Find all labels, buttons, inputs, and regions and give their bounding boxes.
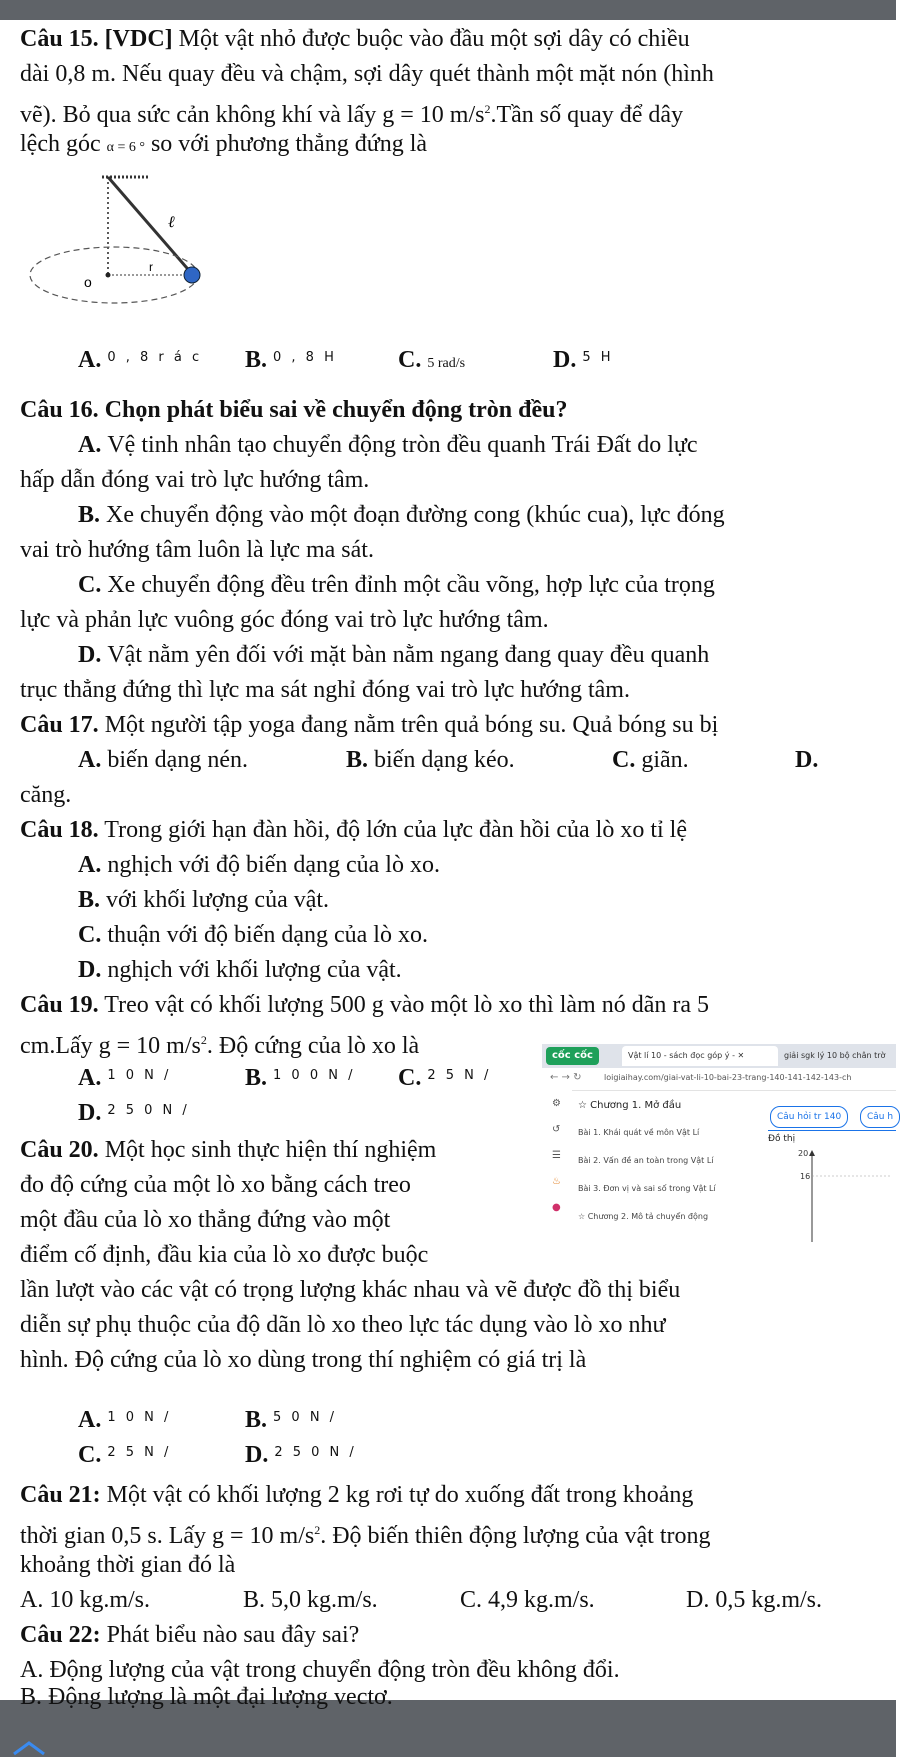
- q21-line2: thời gian 0,5 s. Lấy g = 10 $m/s^2$. Độ biến thiên động lượng của vật trong: [20, 1523, 711, 1549]
- lesson-1[interactable]: Bài 1. Khái quát về môn Vật Lí: [578, 1128, 700, 1137]
- embedded-browser-screenshot: [542, 1044, 896, 1242]
- fig-label-o: o: [84, 274, 92, 290]
- browser-tab-strip: [542, 1044, 896, 1068]
- q17-option-a: A. biến dạng nén.: [78, 747, 248, 773]
- q15-line2: dài 0,8 m. Nếu quay đều và chậm, sợi dây quét thành một mặt nón (hình: [20, 61, 714, 87]
- notes-icon[interactable]: ☰: [552, 1150, 561, 1161]
- browser-tab-active[interactable]: Vật lí 10 - sách đọc góp ý - ✕: [622, 1046, 778, 1066]
- q15-line1: Câu 15. [VDC] Một vật nhỏ được buộc vào đầu một sợi dây có chiều: [20, 26, 690, 52]
- conical-pendulum-figure: [20, 165, 220, 335]
- messenger-icon[interactable]: ●: [552, 1202, 561, 1213]
- q18-option-d: D. nghịch với khối lượng của vật.: [78, 957, 402, 983]
- nav-arrows-icon[interactable]: ← → ↻: [550, 1072, 582, 1083]
- q19-option-c: C. $^{2 5 N /}$: [398, 1065, 492, 1091]
- divider: [768, 1130, 896, 1131]
- q20-line3: một đầu của lò xo thẳng đứng vào một: [20, 1207, 391, 1233]
- q18-stem: Câu 18. Trong giới hạn đàn hồi, độ lớn của lực đàn hồi của lò xo tỉ lệ: [20, 817, 688, 843]
- q18-option-a: A. nghịch với độ biến dạng của lò xo.: [78, 852, 440, 878]
- question-button-140[interactable]: Câu hỏi tr 140: [770, 1106, 848, 1128]
- q16-option-a-cont: hấp dẫn đóng vai trò lực hướng tâm.: [20, 467, 370, 493]
- q19-option-d: D. $^{2 5 0 N /}$: [78, 1100, 190, 1126]
- q15-line3: vẽ). Bỏ qua sức cản không khí và lấy g = 10 $m/s^2.Tần$ số quay để dây: [20, 102, 684, 128]
- q16-option-b: B. Xe chuyển động vào một đoạn đường cong (khúc cua), lực đóng: [78, 502, 725, 528]
- fig-label-l: ℓ: [168, 214, 175, 231]
- q17-option-d: D.: [795, 747, 819, 773]
- q16-option-b-cont: vai trò hướng tâm luôn là lực ma sát.: [20, 537, 374, 563]
- graph-y16: 16: [800, 1172, 811, 1181]
- q15-option-d: D. $^{5 H}$: [553, 347, 614, 373]
- q20-option-a: A. $^{1 0 N /}$: [78, 1407, 172, 1433]
- q21-line1: Câu 21: Một vật có khối lượng 2 kg rơi tự do xuống đất trong khoảng: [20, 1482, 694, 1508]
- q18-option-c: C. thuận với độ biến dạng của lò xo.: [78, 922, 428, 948]
- fig-label-r: r: [149, 260, 153, 274]
- q20-option-d: D. $^{2 5 0 N /}$: [245, 1442, 357, 1468]
- q17-stem: Câu 17. Một người tập yoga đang nằm trên quả bóng su. Quả bóng su bị: [20, 712, 719, 738]
- url-text: loigiaihay.com/giai-vat-li-10-bai-23-trang-140-141-142-143-ch: [604, 1073, 852, 1082]
- q15-option-b: B. $^{0 , 8 H}$: [245, 347, 337, 373]
- chapter-1[interactable]: ☆ Chương 1. Mở đầu: [578, 1100, 682, 1111]
- q21-option-c: C. 4,9 kg.m/s.: [460, 1587, 595, 1613]
- q15-option-a: A. $^{0 , 8 r á c}$: [78, 347, 203, 373]
- q17-option-b: B. biến dạng kéo.: [346, 747, 515, 773]
- q20-option-c: C. $^{2 5 N /}$: [78, 1442, 172, 1468]
- q16-option-c-cont: lực và phản lực vuông góc đóng vai trò lực hướng tâm.: [20, 607, 549, 633]
- q19-stem-cont: cm.Lấy g = 10 $m/s^2$. Độ cứng của lò xo là: [20, 1033, 420, 1059]
- q15-line4: lệch góc α = 6 ° so với phương thẳng đứng là: [20, 131, 428, 157]
- coccoc-tab[interactable]: cốc cốc: [546, 1047, 599, 1065]
- graph-title: Đồ thị: [768, 1134, 796, 1144]
- q21-line3: khoảng thời gian đó là: [20, 1552, 236, 1578]
- q19-stem: Câu 19. Treo vật có khối lượng 500 g vào một lò xo thì làm nó dãn ra 5: [20, 992, 709, 1018]
- q20-line6: diễn sự phụ thuộc của độ dãn lò xo theo lực tác dụng vào lò xo như: [20, 1312, 666, 1338]
- browser-sidebar: [542, 1090, 572, 1242]
- question-button-next[interactable]: Câu h: [860, 1106, 900, 1128]
- q19-option-b: B. $^{1 0 0 N /}$: [245, 1065, 356, 1091]
- browser-tab-2[interactable]: giải sgk lý 10 bộ chân trờ: [784, 1051, 886, 1060]
- graph-y20: 20: [798, 1149, 809, 1158]
- chapter-2[interactable]: ☆ Chương 2. Mô tả chuyển động: [578, 1212, 709, 1221]
- q21-option-d: D. 0,5 kg.m/s.: [686, 1587, 823, 1613]
- q20-option-b: B. $^{5 0 N /}$: [245, 1407, 338, 1433]
- q16-option-c: C. Xe chuyển động đều trên đỉnh một cầu võng, hợp lực của trọng: [78, 572, 715, 598]
- q15-option-c: C. 5 rad/s: [398, 347, 466, 373]
- q16-option-a: A. Vệ tinh nhân tạo chuyển động tròn đều quanh Trái Đất do lực: [78, 432, 698, 458]
- address-bar[interactable]: [542, 1068, 896, 1091]
- spring-graph-thumbnail: [772, 1134, 892, 1242]
- lesson-2[interactable]: Bài 2. Vấn đề an toàn trong Vật Lí: [578, 1156, 714, 1165]
- q16-option-d: D. Vật nằm yên đối với mặt bàn nằm ngang đang quay đều quanh: [78, 642, 710, 668]
- q20-line2: đo độ cứng của một lò xo bằng cách treo: [20, 1172, 411, 1198]
- q18-option-b: B. với khối lượng của vật.: [78, 887, 330, 913]
- q16-option-d-cont: trục thẳng đứng thì lực ma sát nghỉ đóng vai trò lực hướng tâm.: [20, 677, 630, 703]
- q20-line5: lần lượt vào các vật có trọng lượng khác nhau và vẽ được đồ thị biểu: [20, 1277, 681, 1303]
- top-bar: [0, 0, 896, 20]
- q22-option-a: A. Động lượng của vật trong chuyển động tròn đều không đổi.: [20, 1657, 620, 1683]
- upload-arrow-icon[interactable]: [8, 1740, 50, 1757]
- bottom-bar: [0, 1684, 896, 1757]
- lesson-3[interactable]: Bài 3. Đơn vị và sai số trong Vật Lí: [578, 1184, 716, 1193]
- q20-line7: hình. Độ cứng của lò xo dùng trong thí nghiệm có giá trị là: [20, 1347, 587, 1373]
- q22-option-b-cut: B. Động lượng là một đại lượng vectơ.: [20, 1684, 393, 1710]
- history-icon[interactable]: ↺: [552, 1124, 561, 1135]
- q20-line4: điểm cố định, đầu kia của lò xo được buộc: [20, 1242, 429, 1268]
- q22-stem: Câu 22: Phát biểu nào sau đây sai?: [20, 1622, 360, 1648]
- q20-line1: Câu 20. Một học sinh thực hiện thí nghiệm: [20, 1137, 437, 1163]
- q21-option-a: A. 10 kg.m/s.: [20, 1587, 151, 1613]
- q16-stem: Câu 16. Chọn phát biểu sai về chuyển động tròn đều?: [20, 397, 568, 423]
- q17-option-d-cont: căng.: [20, 782, 72, 808]
- q17-option-c: C. giãn.: [612, 747, 689, 773]
- q21-option-b: B. 5,0 kg.m/s.: [243, 1587, 378, 1613]
- settings-icon[interactable]: ⚙: [552, 1098, 561, 1109]
- fire-icon[interactable]: ♨: [552, 1176, 561, 1187]
- q19-option-a: A. $^{1 0 N /}$: [78, 1065, 172, 1091]
